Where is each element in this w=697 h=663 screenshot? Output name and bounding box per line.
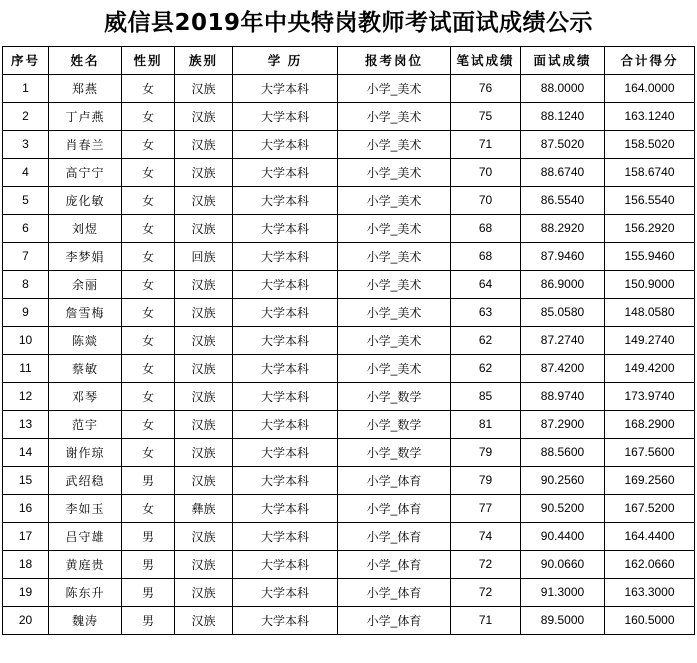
column-header-gender: 性别 <box>122 46 175 74</box>
cell-written: 74 <box>451 522 521 550</box>
cell-inter: 85.0580 <box>521 298 605 326</box>
cell-ethnic: 汉族 <box>175 550 233 578</box>
cell-gender: 女 <box>122 354 175 382</box>
cell-inter: 90.0660 <box>521 550 605 578</box>
cell-index: 7 <box>3 242 49 270</box>
cell-gender: 女 <box>122 102 175 130</box>
cell-edu: 大学本科 <box>233 606 338 634</box>
cell-post: 小学_美术 <box>338 158 451 186</box>
cell-index: 9 <box>3 298 49 326</box>
cell-index: 14 <box>3 438 49 466</box>
cell-post: 小学_数学 <box>338 382 451 410</box>
cell-gender: 女 <box>122 158 175 186</box>
cell-edu: 大学本科 <box>233 578 338 606</box>
cell-post: 小学_美术 <box>338 242 451 270</box>
cell-ethnic: 汉族 <box>175 382 233 410</box>
column-header-written: 笔试成绩 <box>451 46 521 74</box>
cell-post: 小学_数学 <box>338 410 451 438</box>
cell-post: 小学_体育 <box>338 578 451 606</box>
cell-post: 小学_美术 <box>338 186 451 214</box>
cell-ethnic: 汉族 <box>175 578 233 606</box>
cell-name: 蔡敏 <box>49 354 122 382</box>
cell-index: 20 <box>3 606 49 634</box>
cell-ethnic: 汉族 <box>175 158 233 186</box>
cell-edu: 大学本科 <box>233 102 338 130</box>
column-header-index: 序号 <box>3 46 49 74</box>
cell-ethnic: 汉族 <box>175 214 233 242</box>
cell-total: 167.5600 <box>605 438 695 466</box>
cell-index: 8 <box>3 270 49 298</box>
cell-inter: 88.5600 <box>521 438 605 466</box>
table-row <box>3 382 695 410</box>
cell-gender: 男 <box>122 466 175 494</box>
cell-ethnic: 汉族 <box>175 270 233 298</box>
cell-gender: 女 <box>122 186 175 214</box>
cell-written: 75 <box>451 102 521 130</box>
cell-inter: 88.1240 <box>521 102 605 130</box>
cell-inter: 88.0000 <box>521 74 605 102</box>
table-row <box>3 578 695 606</box>
cell-post: 小学_美术 <box>338 74 451 102</box>
table-row <box>3 186 695 214</box>
cell-written: 70 <box>451 158 521 186</box>
table-row <box>3 606 695 634</box>
cell-index: 1 <box>3 74 49 102</box>
cell-written: 62 <box>451 354 521 382</box>
cell-inter: 90.5200 <box>521 494 605 522</box>
cell-total: 173.9740 <box>605 382 695 410</box>
cell-index: 6 <box>3 214 49 242</box>
cell-total: 164.4400 <box>605 522 695 550</box>
cell-inter: 88.9740 <box>521 382 605 410</box>
cell-index: 11 <box>3 354 49 382</box>
cell-edu: 大学本科 <box>233 438 338 466</box>
table-row <box>3 102 695 130</box>
cell-gender: 女 <box>122 74 175 102</box>
cell-edu: 大学本科 <box>233 270 338 298</box>
cell-ethnic: 汉族 <box>175 326 233 354</box>
cell-inter: 86.9000 <box>521 270 605 298</box>
cell-edu: 大学本科 <box>233 550 338 578</box>
cell-total: 148.0580 <box>605 298 695 326</box>
table-row <box>3 438 695 466</box>
results-table <box>2 46 695 635</box>
cell-name: 陈燚 <box>49 326 122 354</box>
cell-gender: 女 <box>122 326 175 354</box>
table-row <box>3 158 695 186</box>
cell-edu: 大学本科 <box>233 158 338 186</box>
cell-edu: 大学本科 <box>233 410 338 438</box>
cell-edu: 大学本科 <box>233 522 338 550</box>
cell-name: 范宇 <box>49 410 122 438</box>
cell-edu: 大学本科 <box>233 382 338 410</box>
cell-total: 156.2920 <box>605 214 695 242</box>
cell-written: 77 <box>451 494 521 522</box>
cell-post: 小学_美术 <box>338 326 451 354</box>
cell-total: 150.9000 <box>605 270 695 298</box>
table-row <box>3 354 695 382</box>
cell-ethnic: 彝族 <box>175 494 233 522</box>
cell-gender: 女 <box>122 214 175 242</box>
cell-name: 武绍稳 <box>49 466 122 494</box>
cell-index: 15 <box>3 466 49 494</box>
cell-name: 肖春兰 <box>49 130 122 158</box>
cell-post: 小学_体育 <box>338 466 451 494</box>
cell-name: 高宁宁 <box>49 158 122 186</box>
page-title: 威信县2019年中央特岗教师考试面试成绩公示 <box>103 10 593 36</box>
cell-ethnic: 汉族 <box>175 354 233 382</box>
cell-edu: 大学本科 <box>233 242 338 270</box>
cell-written: 85 <box>451 382 521 410</box>
cell-index: 10 <box>3 326 49 354</box>
cell-ethnic: 汉族 <box>175 74 233 102</box>
cell-inter: 90.2560 <box>521 466 605 494</box>
cell-post: 小学_美术 <box>338 130 451 158</box>
cell-name: 丁卢燕 <box>49 102 122 130</box>
cell-gender: 女 <box>122 382 175 410</box>
cell-post: 小学_美术 <box>338 298 451 326</box>
cell-index: 19 <box>3 578 49 606</box>
cell-inter: 87.2900 <box>521 410 605 438</box>
cell-post: 小学_体育 <box>338 522 451 550</box>
cell-edu: 大学本科 <box>233 298 338 326</box>
cell-index: 3 <box>3 130 49 158</box>
column-header-post: 报考岗位 <box>338 46 451 74</box>
cell-total: 163.1240 <box>605 102 695 130</box>
cell-edu: 大学本科 <box>233 354 338 382</box>
cell-inter: 90.4400 <box>521 522 605 550</box>
column-header-total: 合计得分 <box>605 46 695 74</box>
table-row <box>3 74 695 102</box>
cell-gender: 男 <box>122 550 175 578</box>
cell-total: 149.4200 <box>605 354 695 382</box>
cell-written: 68 <box>451 242 521 270</box>
cell-inter: 89.5000 <box>521 606 605 634</box>
cell-total: 160.5000 <box>605 606 695 634</box>
cell-ethnic: 汉族 <box>175 186 233 214</box>
cell-written: 72 <box>451 578 521 606</box>
cell-name: 余丽 <box>49 270 122 298</box>
cell-gender: 女 <box>122 438 175 466</box>
table-body <box>3 74 695 634</box>
cell-written: 79 <box>451 466 521 494</box>
cell-ethnic: 汉族 <box>175 466 233 494</box>
cell-total: 156.5540 <box>605 186 695 214</box>
cell-edu: 大学本科 <box>233 186 338 214</box>
cell-name: 庞化敏 <box>49 186 122 214</box>
cell-index: 17 <box>3 522 49 550</box>
table-row <box>3 270 695 298</box>
cell-post: 小学_美术 <box>338 102 451 130</box>
cell-inter: 87.9460 <box>521 242 605 270</box>
cell-written: 63 <box>451 298 521 326</box>
cell-written: 64 <box>451 270 521 298</box>
cell-post: 小学_体育 <box>338 550 451 578</box>
cell-total: 164.0000 <box>605 74 695 102</box>
column-header-name: 姓名 <box>49 46 122 74</box>
cell-inter: 91.3000 <box>521 578 605 606</box>
cell-inter: 87.4200 <box>521 354 605 382</box>
cell-ethnic: 汉族 <box>175 606 233 634</box>
cell-written: 68 <box>451 214 521 242</box>
cell-post: 小学_数学 <box>338 438 451 466</box>
cell-post: 小学_体育 <box>338 494 451 522</box>
cell-inter: 88.2920 <box>521 214 605 242</box>
cell-gender: 女 <box>122 298 175 326</box>
cell-name: 刘煜 <box>49 214 122 242</box>
cell-ethnic: 汉族 <box>175 438 233 466</box>
cell-name: 詹雪梅 <box>49 298 122 326</box>
cell-written: 70 <box>451 186 521 214</box>
cell-gender: 女 <box>122 242 175 270</box>
cell-name: 郑燕 <box>49 74 122 102</box>
cell-written: 71 <box>451 130 521 158</box>
cell-total: 162.0660 <box>605 550 695 578</box>
cell-gender: 男 <box>122 606 175 634</box>
table-row <box>3 326 695 354</box>
cell-gender: 女 <box>122 130 175 158</box>
cell-total: 169.2560 <box>605 466 695 494</box>
cell-name: 魏涛 <box>49 606 122 634</box>
table-row <box>3 130 695 158</box>
cell-inter: 87.2740 <box>521 326 605 354</box>
cell-name: 黄庭贵 <box>49 550 122 578</box>
column-header-ethnic: 族别 <box>175 46 233 74</box>
table-row <box>3 214 695 242</box>
cell-gender: 女 <box>122 270 175 298</box>
cell-edu: 大学本科 <box>233 466 338 494</box>
cell-written: 79 <box>451 438 521 466</box>
cell-index: 13 <box>3 410 49 438</box>
cell-edu: 大学本科 <box>233 74 338 102</box>
cell-name: 李如玉 <box>49 494 122 522</box>
cell-written: 81 <box>451 410 521 438</box>
table-row <box>3 522 695 550</box>
table-header-row <box>3 46 695 74</box>
cell-written: 72 <box>451 550 521 578</box>
cell-post: 小学_美术 <box>338 214 451 242</box>
table-row <box>3 298 695 326</box>
table-row <box>3 410 695 438</box>
cell-gender: 男 <box>122 578 175 606</box>
cell-total: 167.5200 <box>605 494 695 522</box>
cell-total: 158.5020 <box>605 130 695 158</box>
cell-index: 18 <box>3 550 49 578</box>
cell-inter: 86.5540 <box>521 186 605 214</box>
cell-ethnic: 汉族 <box>175 298 233 326</box>
cell-post: 小学_体育 <box>338 606 451 634</box>
cell-gender: 女 <box>122 410 175 438</box>
cell-ethnic: 汉族 <box>175 522 233 550</box>
cell-total: 163.3000 <box>605 578 695 606</box>
cell-edu: 大学本科 <box>233 326 338 354</box>
cell-index: 5 <box>3 186 49 214</box>
cell-inter: 88.6740 <box>521 158 605 186</box>
cell-gender: 女 <box>122 494 175 522</box>
cell-gender: 男 <box>122 522 175 550</box>
cell-total: 149.2740 <box>605 326 695 354</box>
cell-ethnic: 汉族 <box>175 102 233 130</box>
cell-written: 71 <box>451 606 521 634</box>
cell-index: 12 <box>3 382 49 410</box>
column-header-education: 学 历 <box>233 46 338 74</box>
cell-name: 邓琴 <box>49 382 122 410</box>
cell-post: 小学_美术 <box>338 354 451 382</box>
cell-name: 陈东升 <box>49 578 122 606</box>
table-row <box>3 466 695 494</box>
cell-edu: 大学本科 <box>233 130 338 158</box>
cell-ethnic: 汉族 <box>175 130 233 158</box>
cell-total: 155.9460 <box>605 242 695 270</box>
table-row <box>3 550 695 578</box>
cell-total: 168.2900 <box>605 410 695 438</box>
cell-written: 62 <box>451 326 521 354</box>
cell-name: 谢作琼 <box>49 438 122 466</box>
cell-ethnic: 汉族 <box>175 410 233 438</box>
cell-inter: 87.5020 <box>521 130 605 158</box>
cell-ethnic: 回族 <box>175 242 233 270</box>
cell-edu: 大学本科 <box>233 214 338 242</box>
cell-written: 76 <box>451 74 521 102</box>
cell-index: 2 <box>3 102 49 130</box>
cell-index: 16 <box>3 494 49 522</box>
cell-post: 小学_美术 <box>338 270 451 298</box>
cell-index: 4 <box>3 158 49 186</box>
cell-name: 李梦娟 <box>49 242 122 270</box>
cell-edu: 大学本科 <box>233 494 338 522</box>
cell-total: 158.6740 <box>605 158 695 186</box>
column-header-interview: 面试成绩 <box>521 46 605 74</box>
table-row <box>3 242 695 270</box>
table-row <box>3 494 695 522</box>
cell-name: 吕守雄 <box>49 522 122 550</box>
